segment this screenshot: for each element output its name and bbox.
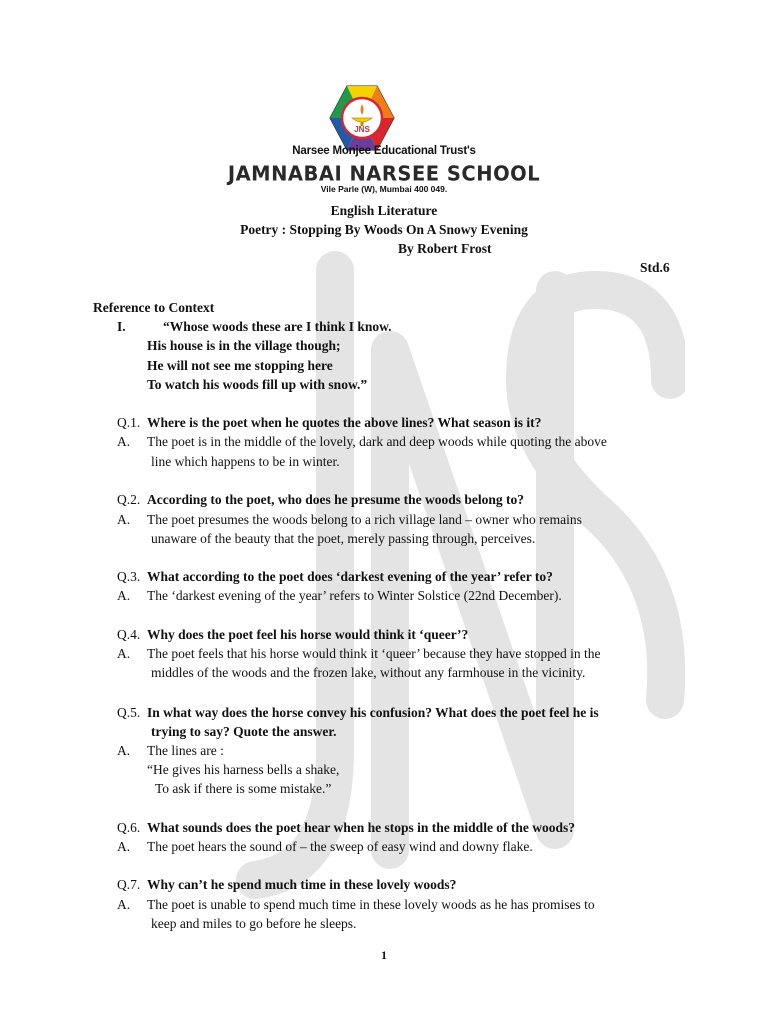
standard-label: Std.6 <box>640 260 670 275</box>
answer-text: The poet feels that his horse would think it ‘queer’ because they have stopped in the <box>147 646 601 661</box>
trust-name: Narsee Monjee Educational Trust's <box>292 145 476 157</box>
question-text: What according to the poet does ‘darkest evening of the year’ refer to? <box>147 569 553 584</box>
question-number: Q.7. <box>117 877 141 892</box>
section-title: Reference to Context <box>93 300 215 315</box>
question-number: Q.1. <box>117 415 141 430</box>
quote-line: He will not see me stopping here <box>147 358 333 373</box>
answer-label: A. <box>117 646 131 661</box>
section-roman: I. <box>117 319 126 334</box>
question-text: Where is the poet when he quotes the above lines? What season is it? <box>147 415 542 430</box>
subject-title: English Literature <box>330 203 438 218</box>
answer-text: keep and miles to go before he sleeps. <box>151 916 357 931</box>
school-address: Vile Parle (W), Mumbai 400 049. <box>320 184 448 194</box>
answer-text: To ask if there is some mistake.” <box>155 781 332 796</box>
answer-text: The lines are : <box>147 743 224 758</box>
question-number: Q.3. <box>117 569 141 584</box>
answer-text: “He gives his harness bells a shake, <box>147 762 340 777</box>
question-number: Q.6. <box>117 820 141 835</box>
poem-title: Poetry : Stopping By Woods On A Snowy Evening <box>240 222 528 237</box>
answer-text: The poet is in the middle of the lovely, dark and deep woods while quoting the above <box>147 434 607 449</box>
question-text: According to the poet, who does he presume the woods belong to? <box>147 492 524 507</box>
answer-text: The ‘darkest evening of the year’ refers to Winter Solstice (22nd December). <box>147 588 562 603</box>
answer-label: A. <box>117 839 131 854</box>
question-text: trying to say? Quote the answer. <box>151 724 337 739</box>
answer-text: unaware of the beauty that the poet, merely passing through, perceives. <box>151 531 536 546</box>
school-logo-emblem <box>326 82 398 154</box>
answer-text: The poet hears the sound of – the sweep of easy wind and downy flake. <box>147 839 533 854</box>
question-text: What sounds does the poet hear when he stops in the middle of the woods? <box>147 820 576 835</box>
answer-label: A. <box>117 434 131 449</box>
question-number: Q.2. <box>117 492 141 507</box>
answer-text: line which happens to be in winter. <box>151 454 340 469</box>
quote-line: His house is in the village though; <box>147 338 341 353</box>
quote-line: “Whose woods these are I think I know. <box>163 319 392 334</box>
question-number: Q.4. <box>117 627 141 642</box>
answer-label: A. <box>117 897 131 912</box>
question-text: Why does the poet feel his horse would think it ‘queer’? <box>147 627 469 642</box>
page-number: 1 <box>381 948 387 962</box>
answer-text: middles of the woods and the frozen lake, without any farmhouse in the vicinity. <box>151 665 586 680</box>
quote-line: To watch his woods fill up with snow.” <box>147 377 368 392</box>
answer-label: A. <box>117 743 131 758</box>
question-number: Q.5. <box>117 705 141 720</box>
answer-label: A. <box>117 512 131 527</box>
question-text: Why can’t he spend much time in these lovely woods? <box>147 877 457 892</box>
answer-text: The poet presumes the woods belong to a rich village land – owner who remains <box>147 512 582 527</box>
poem-author: By Robert Frost <box>398 241 492 256</box>
school-name: JAMNABAI NARSEE SCHOOL <box>227 161 541 186</box>
answer-label: A. <box>117 588 131 603</box>
question-text: In what way does the horse convey his confusion? What does the poet feel he is <box>147 705 599 720</box>
logo-monogram: JNS <box>354 125 370 134</box>
answer-text: The poet is unable to spend much time in these lovely woods as he has promises to <box>147 897 595 912</box>
